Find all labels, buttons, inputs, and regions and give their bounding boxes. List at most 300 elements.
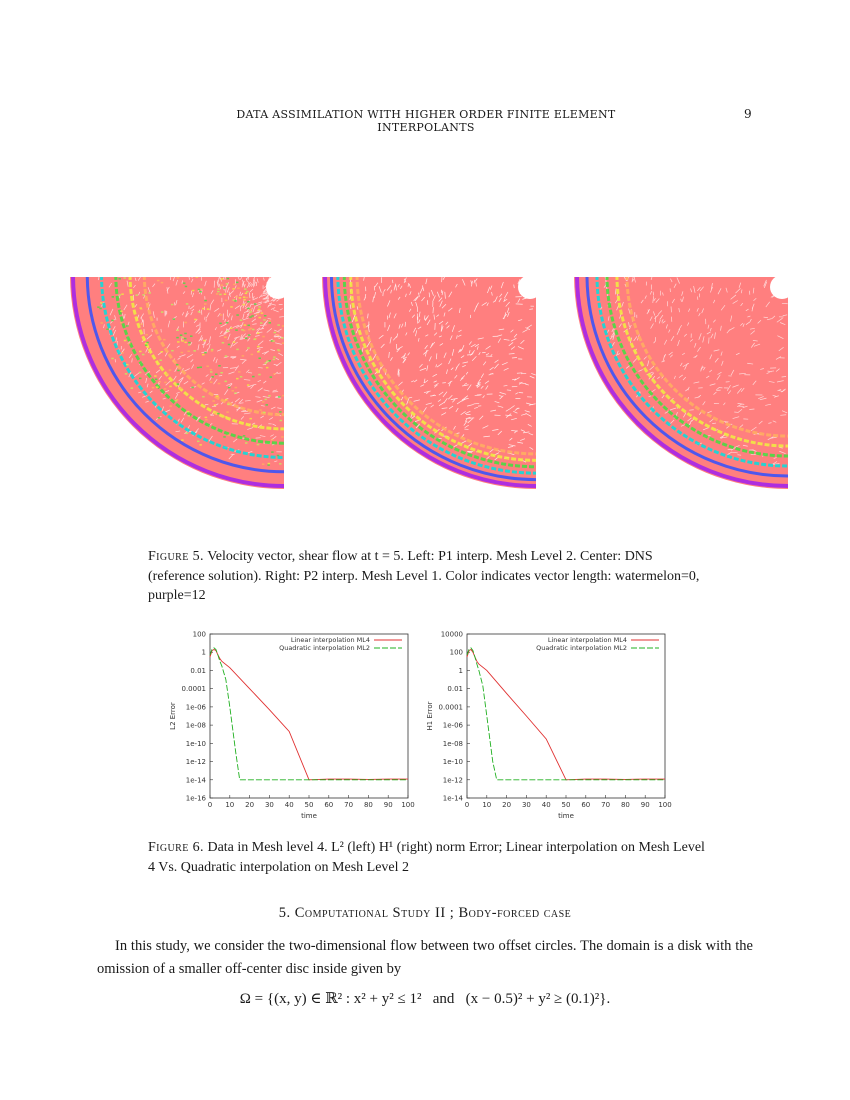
velocity-speck [158,417,161,419]
velocity-speck [139,372,142,374]
velocity-speck [191,387,194,389]
velocity-speck [247,384,250,386]
velocity-speck [111,320,114,322]
equation-rhs: (x − 0.5)² + y² ≥ (0.1)²}. [465,991,611,1007]
velocity-speck [154,375,157,377]
velocity-speck [204,352,207,354]
velocity-speck [166,373,169,375]
velocity-speck [261,312,264,314]
velocity-speck [277,455,280,457]
velocity-speck [140,323,143,325]
velocity-speck [175,400,178,402]
velocity-speck [258,306,261,308]
velocity-speck [106,329,109,331]
velocity-speck [181,337,184,339]
velocity-speck [262,401,265,403]
velocity-speck [159,359,162,361]
velocity-speck [273,356,276,358]
velocity-speck [202,396,205,398]
x-tick-label: 50 [561,801,571,809]
x-tick-label: 30 [264,801,274,809]
velocity-speck [171,304,174,306]
velocity-speck [273,359,276,361]
velocity-speck [184,338,187,340]
velocity-speck [233,341,236,343]
x-tick-label: 80 [363,801,373,809]
velocity-speck [245,293,248,295]
velocity-speck [184,342,187,344]
series-line [210,648,408,780]
velocity-speck [97,306,100,308]
velocity-speck [193,350,196,352]
x-axis-label: time [558,812,574,820]
velocity-speck [271,439,274,441]
velocity-speck [176,337,179,339]
x-tick-label: 20 [245,801,255,809]
velocity-speck [279,411,282,413]
velocity-speck [121,293,124,295]
velocity-speck [185,286,188,288]
velocity-speck [262,463,265,465]
velocity-speck [146,342,149,344]
velocity-speck [246,297,249,299]
y-tick-label: 1e-14 [442,794,463,803]
velocity-speck [240,319,243,321]
flow-panel-p1 [66,277,284,491]
velocity-speck [226,283,229,285]
velocity-speck [186,303,189,305]
velocity-speck [265,404,268,406]
velocity-speck [220,285,223,287]
velocity-speck [205,417,208,419]
running-title: DATA ASSIMILATION WITH HIGHER ORDER FINITE ELEMENT INTERPOLANTS [236,108,616,134]
velocity-speck [192,290,195,292]
velocity-speck [218,365,221,367]
y-tick-label: 1e-08 [442,739,463,748]
y-tick-label: 1e-10 [185,739,206,748]
velocity-speck [250,309,253,311]
velocity-speck [270,376,273,378]
velocity-speck [187,411,190,413]
x-tick-label: 60 [324,801,334,809]
velocity-speck [207,308,210,310]
velocity-speck [257,444,260,446]
velocity-speck [257,351,260,353]
velocity-speck [264,315,267,317]
velocity-speck [197,367,200,369]
velocity-speck [158,381,161,383]
velocity-speck [224,293,227,295]
velocity-speck [142,294,145,296]
velocity-speck [282,395,284,397]
velocity-speck [228,387,231,389]
velocity-speck [254,303,257,305]
velocity-speck [126,325,129,327]
y-tick-label: 1e-06 [185,703,206,712]
velocity-speck [227,278,230,280]
velocity-speck [100,302,103,304]
velocity-speck [271,451,274,453]
section-heading: 5. Computational Study II ; Body-forced case [278,905,572,921]
velocity-speck [243,435,246,437]
velocity-speck [196,277,199,278]
velocity-speck [221,278,224,280]
velocity-speck [139,307,142,309]
velocity-speck [224,336,227,338]
velocity-speck [236,282,239,284]
legend-label: Quadratic interpolation ML2 [536,644,627,652]
velocity-speck [264,362,267,364]
velocity-speck [142,354,145,356]
velocity-speck [252,376,255,378]
velocity-speck [220,372,223,374]
velocity-speck [198,289,201,291]
velocity-speck [243,299,246,301]
velocity-speck [211,376,214,378]
velocity-speck [184,333,187,335]
y-tick-label: 1e-12 [442,776,463,785]
y-tick-label: 1 [201,648,206,657]
x-tick-label: 30 [521,801,531,809]
velocity-speck [180,334,183,336]
velocity-speck [145,334,148,336]
velocity-speck [188,342,191,344]
velocity-speck [169,405,172,407]
velocity-speck [128,343,131,345]
flow-panel-p2 [570,277,788,491]
velocity-speck [111,358,114,360]
velocity-speck [214,404,217,406]
body-paragraph: In this study, we consider the two-dimensional flow between two offset circles. The domain is a disk with the omission of a smaller off-center disc inside given by [97,938,753,977]
velocity-speck [225,355,228,357]
velocity-speck [100,322,103,324]
velocity-speck [247,347,250,349]
page-number: 9 [744,107,752,121]
velocity-speck [176,329,179,331]
figure5-label: Figure 5. [148,549,204,564]
velocity-speck [210,371,213,373]
y-tick-label: 100 [192,630,206,639]
velocity-speck [268,360,271,362]
velocity-speck [240,376,243,378]
x-tick-label: 40 [541,801,551,809]
velocity-speck [177,383,180,385]
velocity-speck [211,349,214,351]
velocity-speck [147,346,150,348]
velocity-speck [226,322,229,324]
legend-label: Linear interpolation ML4 [547,636,627,644]
velocity-speck [247,301,250,303]
velocity-speck [173,318,176,320]
series-line [467,649,665,779]
velocity-speck [202,354,205,356]
velocity-speck [247,308,250,309]
velocity-speck [118,278,121,280]
velocity-speck [198,311,201,313]
equation-lhs: Ω = {(x, y) ∈ ℝ² : x² + y² ≤ 1² [239,991,422,1007]
velocity-speck [183,282,186,284]
velocity-speck [251,354,254,356]
y-tick-label: 1 [458,666,463,675]
velocity-speck [277,349,280,351]
velocity-speck [239,297,242,299]
velocity-speck [126,364,129,366]
y-tick-label: 0.0001 [181,685,206,694]
legend-label: Quadratic interpolation ML2 [279,644,370,652]
velocity-speck [235,296,238,298]
velocity-speck [248,329,251,331]
velocity-speck [157,280,160,282]
velocity-speck [131,387,134,389]
velocity-speck [232,390,235,392]
velocity-speck [163,339,166,341]
velocity-speck [171,350,174,352]
velocity-speck [206,366,209,368]
velocity-speck [223,287,226,289]
velocity-speck [169,386,172,388]
velocity-speck [263,319,266,321]
velocity-speck [177,277,180,279]
velocity-speck [155,379,158,381]
velocity-speck [212,400,215,402]
figure6-label: Figure 6. [148,840,204,855]
velocity-speck [135,294,138,296]
velocity-speck [219,294,222,296]
velocity-speck [204,303,207,305]
velocity-speck [253,339,256,341]
velocity-speck [249,311,252,313]
velocity-speck [258,317,261,319]
velocity-speck [99,308,102,310]
figure6-caption [148,838,708,877]
x-tick-label: 50 [304,801,314,809]
velocity-speck [236,378,239,380]
velocity-speck [125,373,128,375]
figure6-text: Data in Mesh level 4. L² (left) H¹ (right) norm Error; Linear interpolation on Mesh Level 4 Vs. Quadratic interpolation on Mesh Level 2 [148,840,705,875]
velocity-speck [197,441,200,443]
velocity-speck [244,288,247,290]
velocity-speck [228,434,231,436]
velocity-speck [230,306,233,308]
velocity-speck [280,420,283,422]
velocity-speck [277,334,280,336]
figure5-text: Velocity vector, shear flow at t = 5. Left: P1 interp. Mesh Level 2. Center: DNS (reference solution). Right: P2 interp. Mesh Level 1. Color indicates vector length: watermelon=0, purple=12 [148,549,700,603]
velocity-speck [199,444,202,446]
y-tick-label: 1e-12 [185,758,206,767]
velocity-speck [194,319,197,321]
velocity-speck [169,369,172,371]
velocity-speck [241,329,244,331]
l2-error-chart [165,628,435,828]
velocity-speck [237,287,240,289]
x-tick-label: 0 [207,801,213,809]
plot-frame [467,634,665,798]
y-tick-label: 0.0001 [438,703,463,712]
velocity-speck [220,314,223,316]
velocity-speck [216,293,219,295]
velocity-speck [180,388,183,390]
velocity-speck [252,329,255,331]
velocity-speck [219,323,222,325]
velocity-speck [234,392,237,394]
velocity-speck [120,310,123,312]
velocity-speck [242,304,245,306]
velocity-speck [202,308,205,310]
velocity-speck [245,338,248,340]
velocity-speck [268,395,271,397]
velocity-speck [156,386,159,388]
velocity-speck [188,415,191,417]
velocity-speck [120,322,123,324]
velocity-speck [268,463,271,465]
x-tick-label: 90 [383,801,393,809]
y-tick-label: 1e-14 [185,776,206,785]
velocity-speck [199,291,202,293]
velocity-speck [161,351,164,353]
velocity-speck [177,341,180,343]
velocity-speck [277,324,280,326]
velocity-speck [225,399,228,401]
velocity-speck [164,382,167,384]
velocity-speck [186,433,189,435]
x-tick-label: 20 [502,801,512,809]
velocity-speck [262,336,265,338]
velocity-speck [249,418,252,420]
y-tick-label: 1e-16 [185,794,206,803]
velocity-speck [258,374,261,376]
velocity-speck [123,277,126,279]
y-tick-label: 0.01 [190,666,206,675]
velocity-speck [210,381,213,383]
x-tick-label: 10 [482,801,492,809]
y-tick-label: 1e-08 [185,721,206,730]
velocity-speck [227,404,230,406]
velocity-speck [272,340,275,342]
velocity-speck [190,335,193,337]
velocity-speck [258,357,261,359]
velocity-speck [282,342,284,344]
velocity-speck [247,325,250,327]
velocity-speck [257,346,260,348]
velocity-speck [139,378,142,380]
velocity-speck [225,300,228,302]
velocity-speck [257,333,260,335]
x-tick-label: 70 [344,801,354,809]
velocity-speck [204,300,207,302]
velocity-speck [164,388,167,390]
velocity-speck [282,325,284,327]
velocity-speck [264,399,267,401]
velocity-speck [267,464,270,466]
velocity-speck [251,315,254,317]
x-tick-label: 70 [601,801,611,809]
velocity-speck [243,296,246,298]
h1-error-chart [422,628,692,828]
velocity-speck [217,291,220,293]
velocity-speck [245,442,248,444]
velocity-speck [235,329,238,331]
y-tick-label: 1e-06 [442,721,463,730]
velocity-speck [148,292,151,294]
velocity-speck [203,340,206,342]
figure5-caption [148,547,708,606]
velocity-speck [223,436,226,438]
velocity-speck [200,366,203,368]
velocity-speck [222,342,225,344]
x-tick-label: 100 [658,801,672,809]
x-axis-label: time [301,812,317,820]
velocity-speck [248,334,251,336]
velocity-speck [224,381,227,383]
velocity-speck [268,322,271,324]
velocity-speck [244,324,247,326]
velocity-speck [152,387,155,389]
velocity-speck [217,413,220,415]
plot-frame [210,634,408,798]
velocity-speck [234,300,237,302]
series-line [210,649,408,779]
domain-equation [0,989,850,1008]
velocity-speck [226,411,229,413]
velocity-speck [279,463,282,465]
y-tick-label: 1e-10 [442,758,463,767]
velocity-speck [214,412,217,414]
series-line [467,648,665,780]
velocity-speck [184,322,187,324]
velocity-speck [281,337,284,339]
velocity-speck [176,364,179,366]
equation-conj: and [432,991,455,1007]
velocity-speck [210,369,213,371]
velocity-speck [200,289,203,291]
velocity-speck [121,352,124,354]
velocity-speck [256,313,259,315]
y-axis-label: H1 Error [426,701,434,731]
velocity-speck [228,344,231,346]
velocity-speck [235,387,238,389]
velocity-speck [246,291,249,293]
velocity-speck [217,288,220,290]
velocity-speck [161,311,164,313]
velocity-speck [281,436,284,438]
velocity-speck [112,296,115,298]
velocity-speck [259,409,262,411]
x-tick-label: 60 [581,801,591,809]
velocity-speck [119,294,122,296]
velocity-speck [266,361,269,363]
velocity-speck [187,350,190,352]
velocity-speck [139,351,142,353]
velocity-speck [181,340,184,342]
velocity-speck [273,373,276,375]
velocity-speck [218,383,221,385]
x-tick-label: 90 [640,801,650,809]
velocity-speck [177,370,180,372]
velocity-speck [181,352,184,354]
x-tick-label: 0 [464,801,470,809]
velocity-speck [269,320,272,322]
velocity-speck [230,327,233,329]
velocity-speck [232,288,235,290]
velocity-speck [258,309,261,311]
velocity-speck [215,373,218,375]
velocity-speck [236,314,239,316]
y-tick-label: 0.01 [447,685,463,694]
y-tick-label: 10000 [440,630,463,639]
velocity-speck [224,416,227,418]
x-tick-label: 40 [284,801,294,809]
velocity-speck [188,344,191,346]
